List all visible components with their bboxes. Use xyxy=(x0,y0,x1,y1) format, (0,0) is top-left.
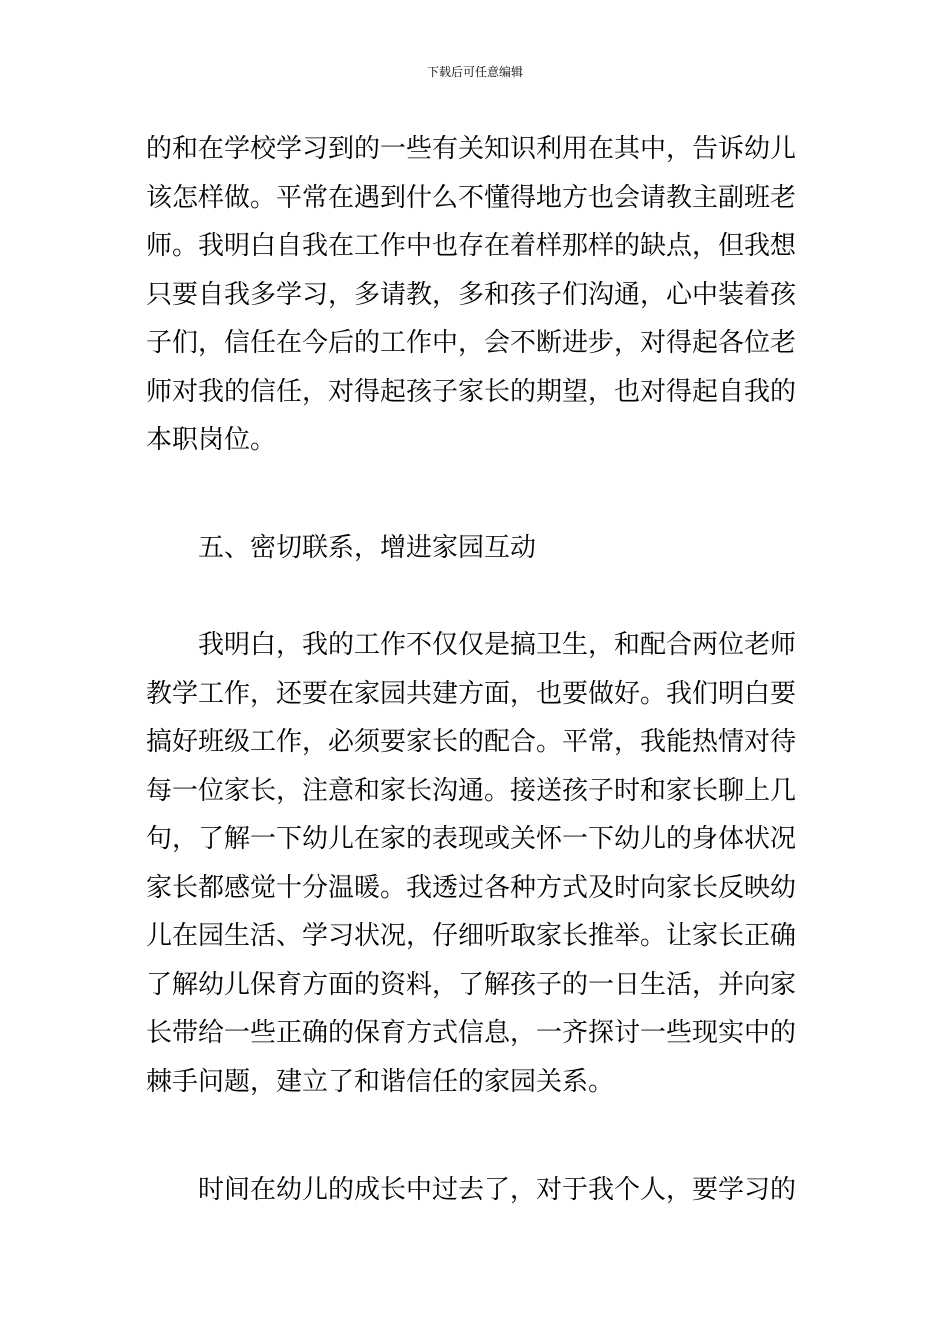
text-line: 本职岗位。 xyxy=(146,425,277,455)
text-line: 师对我的信任，对得起孩子家长的期望，也对得起自我的 xyxy=(146,376,797,407)
text-line: 只要自我多学习，多请教，多和孩子们沟通，心中装着孩 xyxy=(146,279,797,310)
page-header: 下载后可任意编辑 xyxy=(426,65,523,79)
paragraph-continuation xyxy=(146,125,826,465)
text-line: 长带给一些正确的保育方式信息，一齐探讨一些现实中的 xyxy=(146,1018,797,1048)
section-heading xyxy=(146,524,826,573)
text-line: 我明白，我的工作不仅仅是搞卫生，和配合两位老师 xyxy=(198,630,797,660)
text-line: 教学工作，还要在家园共建方面，也要做好。我们明白要 xyxy=(146,678,797,709)
text-line: 搞好班级工作，必须要家长的配合。平常，我能热情对待 xyxy=(146,727,797,757)
text-line: 家长都感觉十分温暖。我透过各种方式及时向家长反映幼 xyxy=(146,872,797,903)
text-line: 每一位家长，注意和家长沟通。接送孩子时和家长聊上几 xyxy=(146,775,797,806)
paragraph-family-interaction xyxy=(146,621,826,1106)
text-line: 儿在园生活、学习状况，仔细听取家长推举。让家长正确 xyxy=(146,921,797,951)
text-line: 师。我明白自我在工作中也存在着样那样的缺点，但我想 xyxy=(146,231,797,261)
text-line: 棘手问题，建立了和谐信任的家园关系。 xyxy=(146,1066,615,1097)
paragraph-closing xyxy=(146,1166,826,1215)
text-line: 句，了解一下幼儿在家的表现或关怀一下幼儿的身体状况 xyxy=(146,824,797,854)
text-line: 时间在幼儿的成长中过去了，对于我个人，要学习的 xyxy=(198,1175,797,1205)
heading-line: 五、密切联系，增进家园互动 xyxy=(198,533,537,563)
text-line: 该怎样做。平常在遇到什么不懂得地方也会请教主副班老 xyxy=(146,182,797,213)
text-line: 了解幼儿保育方面的资料，了解孩子的一日生活，并向家 xyxy=(146,969,797,1000)
text-line: 子们，信任在今后的工作中，会不断进步，对得起各位老 xyxy=(146,328,797,358)
text-line: 的和在学校学习到的一些有关知识利用在其中，告诉幼儿 xyxy=(146,134,797,164)
